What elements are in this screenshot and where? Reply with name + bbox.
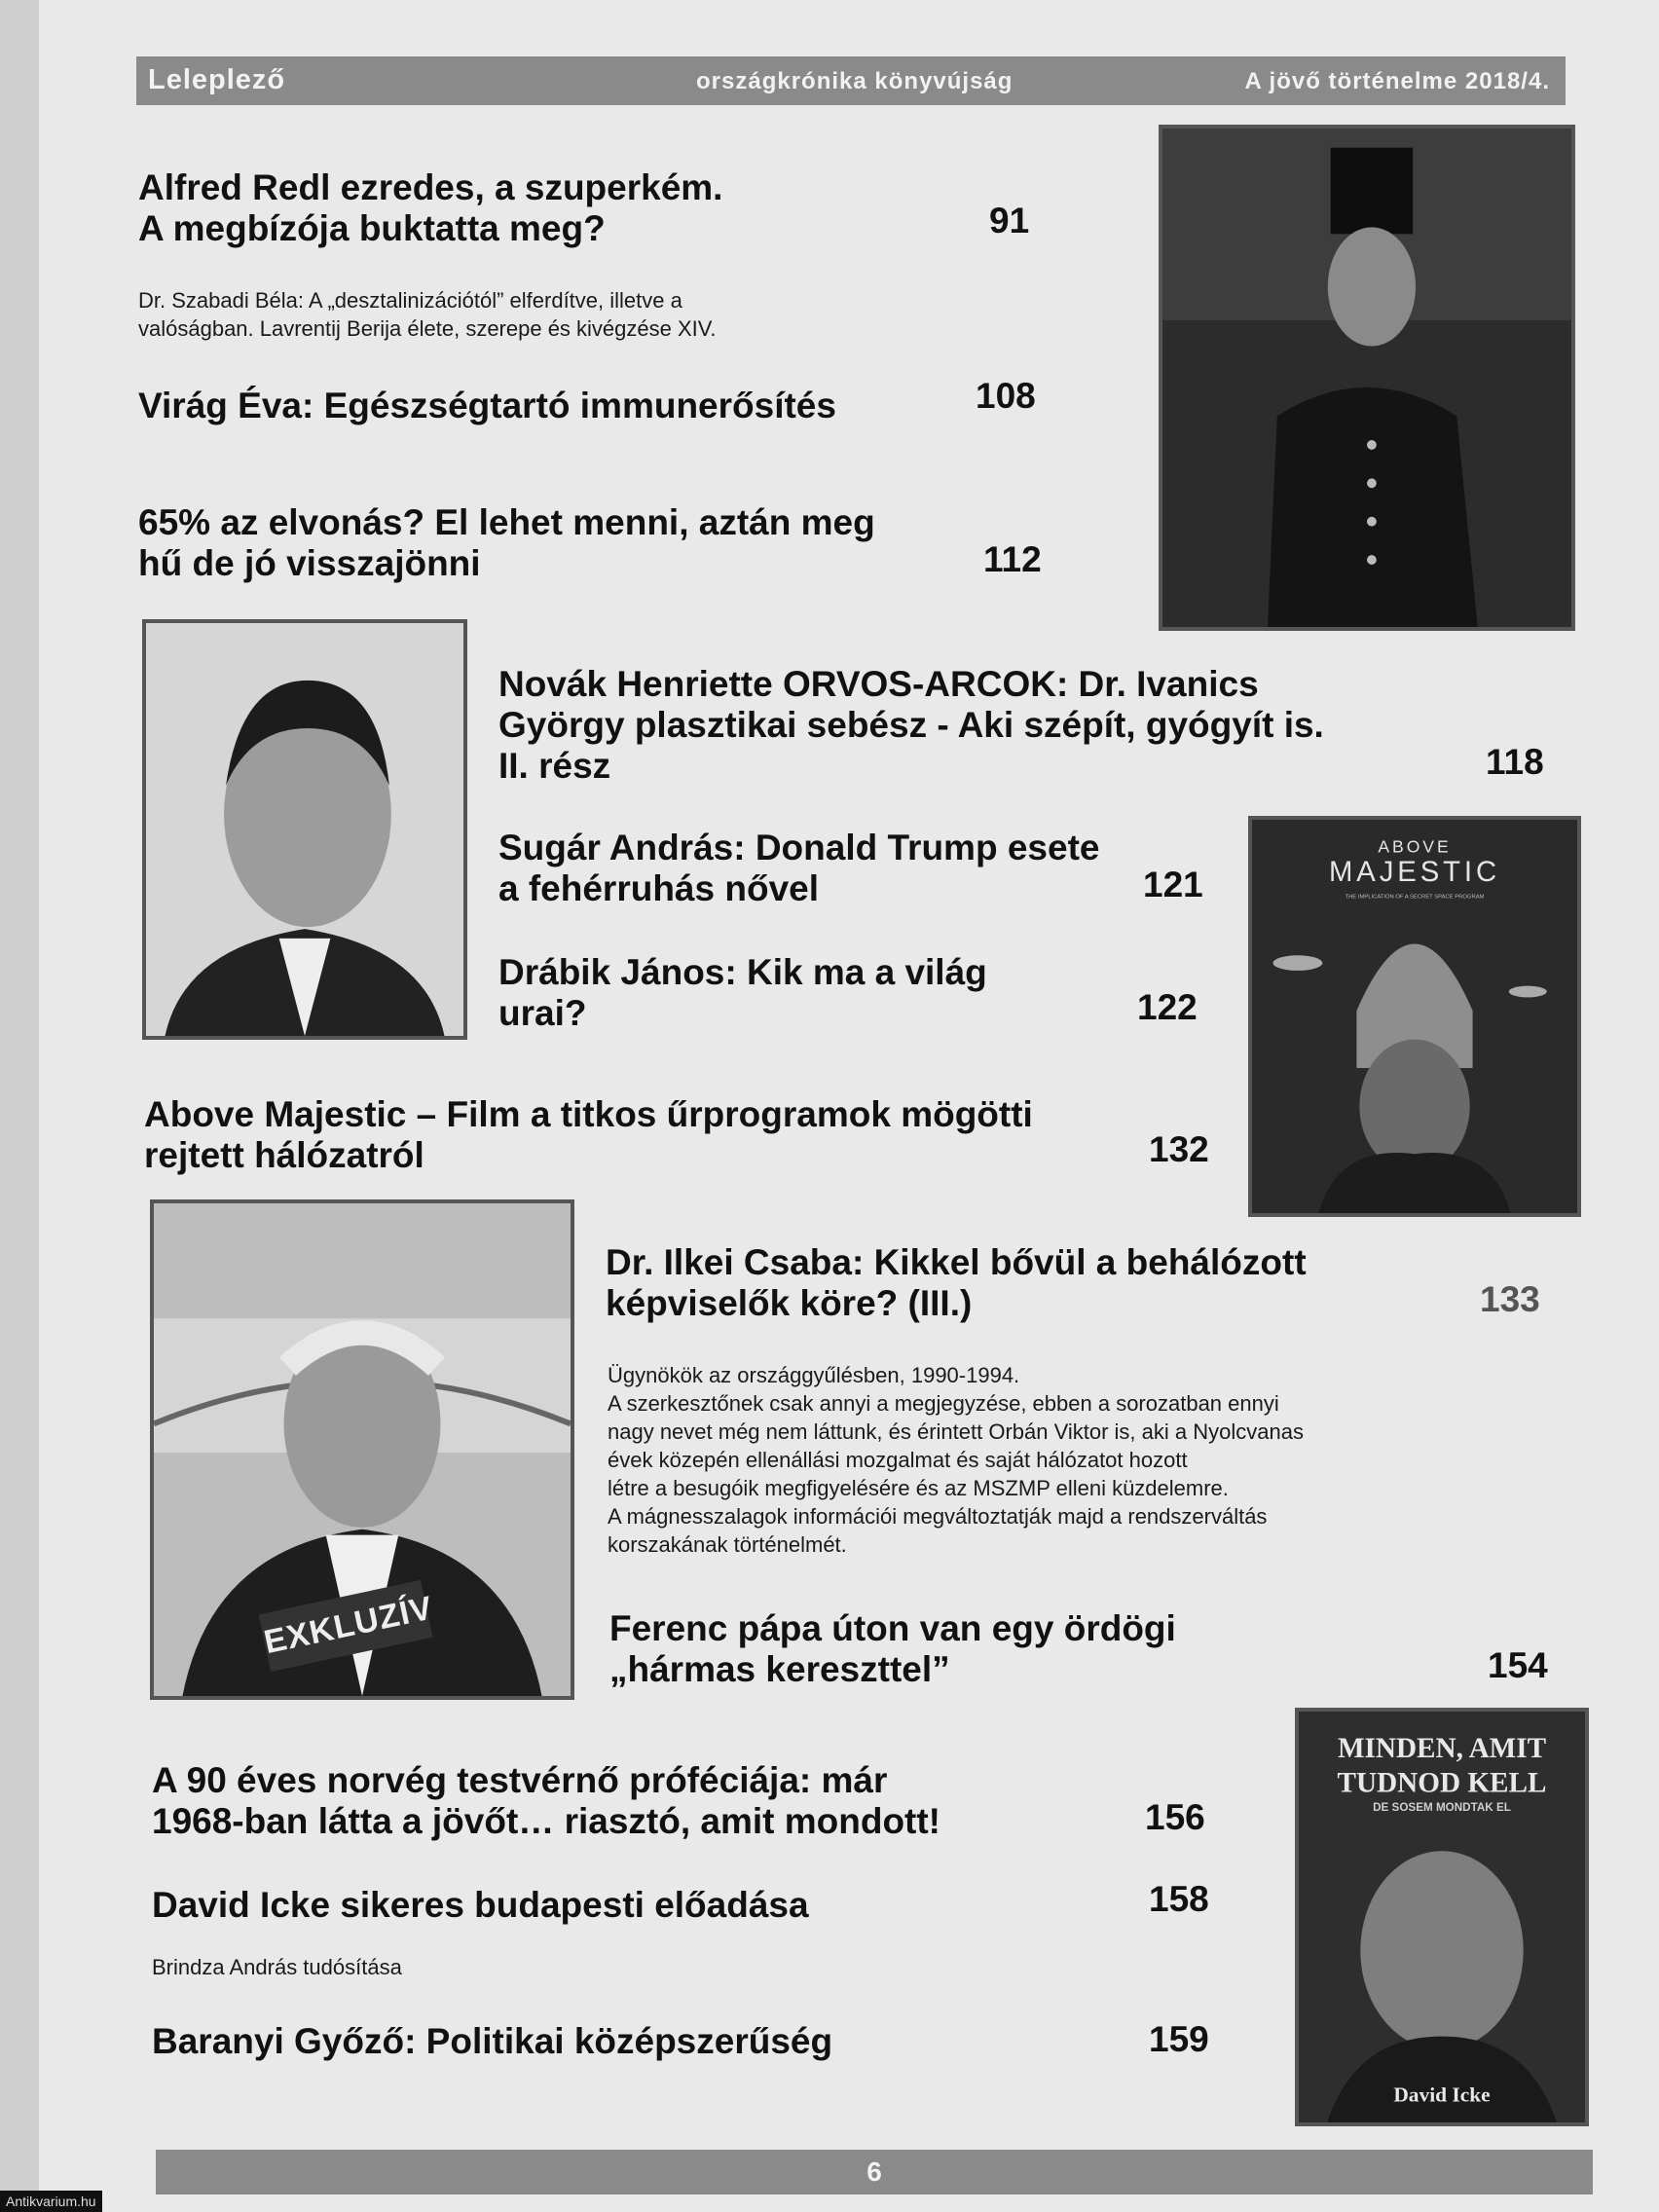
header-publication: országkrónika könyvújság (696, 68, 1014, 94)
page-number: 154 (1488, 1645, 1548, 1685)
poster-title-line1: ABOVE (1378, 836, 1452, 857)
entry-title: hű de jó visszajönni (138, 543, 481, 583)
watermark: Antikvarium.hu (0, 2191, 102, 2212)
ilkei-description (608, 1361, 1304, 1559)
entry-title: David Icke sikeres budapesti előadása (152, 1885, 809, 1925)
redl-portrait-image (1159, 125, 1575, 631)
toc-entry-profecia[interactable] (152, 1760, 940, 1842)
entry-title: II. rész (498, 746, 611, 786)
entry-title: 65% az elvonás? El lehet menni, aztán meg (138, 502, 875, 542)
header-bar (136, 56, 1566, 105)
toc-entry-sugar[interactable] (498, 828, 1099, 909)
toc-entry-above-majestic[interactable] (144, 1094, 1033, 1176)
entry-desc: Brindza András tudósítása (152, 1955, 402, 1979)
entry-title: Novák Henriette ORVOS-ARCOK: Dr. Ivanics (498, 664, 1259, 704)
entry-title: Alfred Redl ezredes, a szuperkém. (138, 167, 723, 207)
footer-bar (156, 2150, 1593, 2194)
entry-title: A 90 éves norvég testvérnő próféciája: már (152, 1760, 888, 1800)
entry-title: a fehérruhás nővel (498, 868, 820, 908)
entry-title: Virág Éva: Egészségtartó immunerősítés (138, 386, 836, 425)
page-number: 112 (983, 539, 1042, 579)
book-title-line1: MINDEN, AMIT (1337, 1733, 1547, 1765)
toc-entry-icke[interactable] (152, 1885, 809, 1926)
entry-desc: létre a besugóik megfigyelésére és az MSZMP elleni küzdelemre. (608, 1476, 1229, 1500)
poster-title-line2: MAJESTIC (1328, 855, 1501, 888)
entry-desc: valóságban. Lavrentij Berija élete, szerepe és kivégzése XIV. (138, 316, 717, 341)
book-subtitle: DE SOSEM MONDTAK EL (1373, 1801, 1511, 1815)
entry-title: Ferenc pápa úton van egy ördögi (609, 1608, 1176, 1648)
ivanics-portrait-image (142, 619, 467, 1040)
entry-desc: Dr. Szabadi Béla: A „desztalinizációtól” elferdítve, illetve a (138, 288, 682, 313)
entry-title: Dr. Ilkei Csaba: Kikkel bővül a behálózott (606, 1242, 1307, 1282)
david-icke-book-cover-image (1295, 1708, 1589, 2126)
toc-entry-baranyi[interactable] (152, 2021, 832, 2062)
header-section-name: Leleplező (148, 64, 286, 95)
toc-entry-virag[interactable] (138, 386, 836, 426)
toc-entry-elvonas[interactable] (138, 502, 875, 584)
icke-description (152, 1953, 402, 1981)
entry-title: rejtett hálózatról (144, 1135, 424, 1175)
entry-title: Above Majestic – Film a titkos űrprogramok mögötti (144, 1094, 1033, 1134)
page-number: 158 (1149, 1879, 1209, 1919)
toc-entry-novak[interactable] (498, 664, 1324, 787)
entry-desc: Ügynökök az országgyűlésben, 1990-1994. (608, 1363, 1020, 1387)
entry-title: Baranyi Győző: Politikai középszerűség (152, 2021, 833, 2061)
entry-title: urai? (498, 993, 587, 1033)
entry-title: György plasztikai sebész - Aki szépít, gyógyít is. (498, 705, 1324, 745)
entry-title: képviselők köre? (III.) (606, 1283, 973, 1323)
entry-title: Drábik János: Kik ma a világ (498, 952, 987, 992)
toc-entry-drabik[interactable] (498, 952, 987, 1034)
entry-title: 1968-ban látta a jövőt… riasztó, amit mondott! (152, 1801, 941, 1841)
book-author: David Icke (1393, 2083, 1491, 2107)
page-number: 159 (1149, 2019, 1209, 2059)
footer-page-number: 6 (866, 2157, 882, 2187)
entry-title: „hármas kereszttel” (609, 1649, 950, 1689)
above-majestic-poster-image (1248, 816, 1581, 1217)
entry-desc: nagy nevet még nem láttunk, és érintett Orbán Viktor is, aki a Nyolcvanas (608, 1419, 1304, 1444)
page-number: 91 (989, 201, 1030, 240)
page-number: 133 (1480, 1279, 1540, 1319)
header-issue: A jövő történelme 2018/4. (1244, 68, 1550, 94)
entry-title: Sugár András: Donald Trump esete (498, 828, 1100, 867)
poster-subtitle: THE IMPLICATION OF A SECRET SPACE PROGRAM (1345, 894, 1485, 901)
toc-entry-ilkei[interactable] (606, 1242, 1307, 1324)
toc-entry-redl[interactable] (138, 167, 722, 249)
page-number: 121 (1143, 865, 1203, 904)
page-number: 108 (976, 376, 1036, 416)
page-number: 118 (1486, 742, 1544, 782)
entry-title: A megbízója buktatta meg? (138, 208, 606, 248)
entry-desc: korszakának történelmét. (608, 1532, 847, 1557)
entry-desc: A szerkesztőnek csak annyi a megjegyzése, ebben a sorozatban ennyi (608, 1391, 1279, 1416)
entry-desc: A mágnesszalagok információi megváltoztatják majd a rendszerváltás (608, 1504, 1268, 1529)
toc-entry-ferenc[interactable] (609, 1608, 1176, 1690)
book-title-line2: TUDNOD KELL (1337, 1767, 1547, 1799)
page-number: 156 (1145, 1797, 1205, 1837)
entry-desc: évek közepén ellenállási mozgalmat és saját hálózatot hozott (608, 1448, 1188, 1472)
page-number: 132 (1149, 1129, 1209, 1169)
page-number: 122 (1137, 987, 1198, 1027)
toc-entry-berija (138, 286, 717, 343)
exclusive-badge: EXKLUZÍV (259, 1580, 433, 1672)
